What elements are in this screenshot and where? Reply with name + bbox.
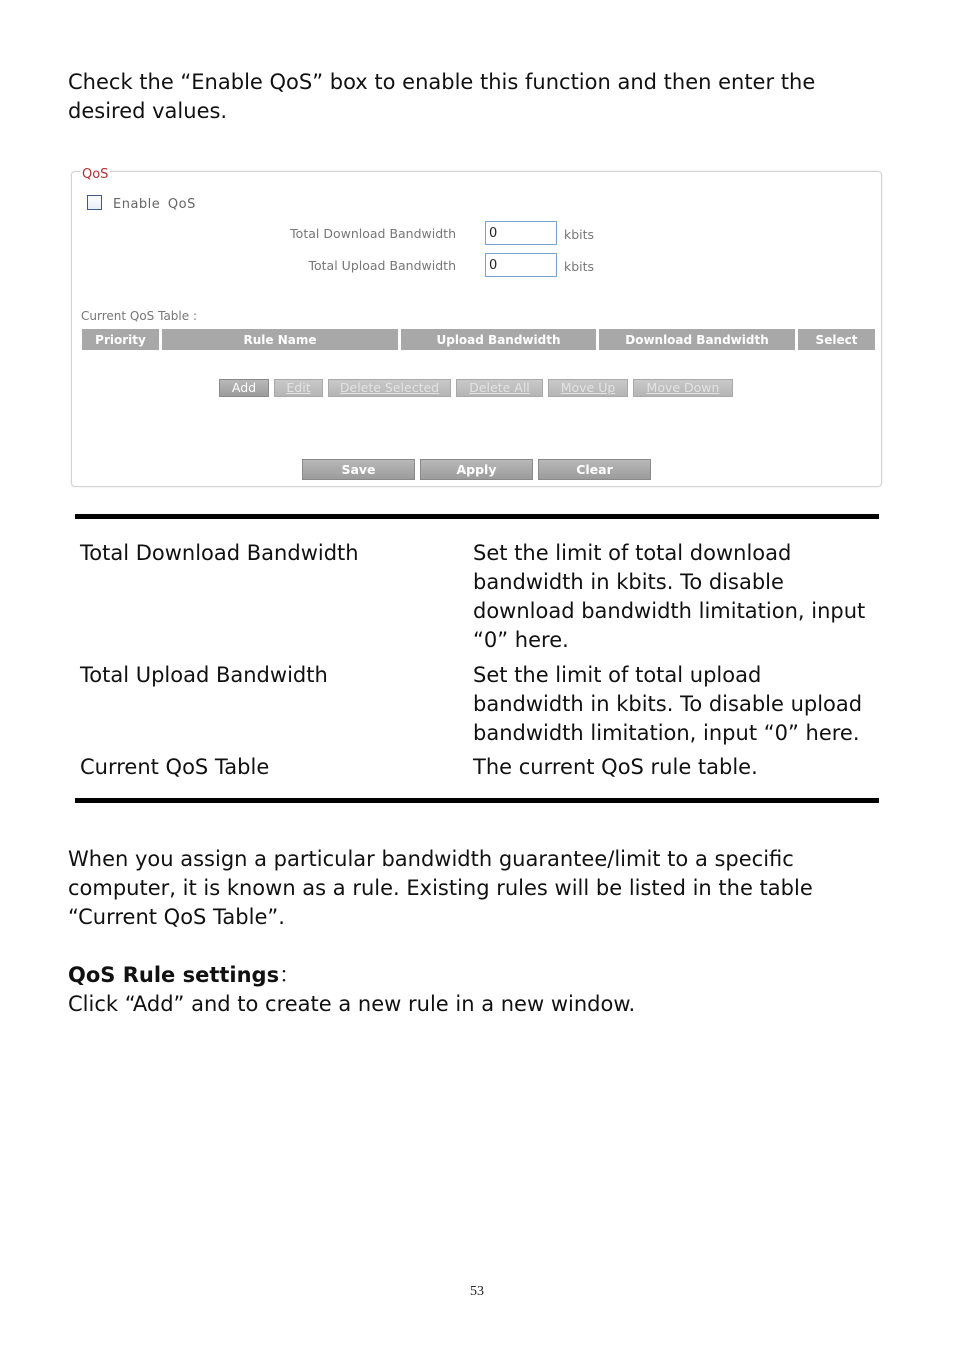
desc-definition: Set the limit of total download bandwidth in kbits. To disable download bandwidth limitation, input “0” here. [473, 541, 866, 652]
desc-term: Total Download Bandwidth [80, 541, 359, 565]
clear-button[interactable]: Clear [538, 459, 651, 480]
intro-paragraph: Check the “Enable QoS” box to enable this function and then enter the desired values. [68, 70, 816, 123]
table-top-rule [75, 514, 879, 519]
move-up-button[interactable]: Move Up [548, 379, 628, 397]
desc-definition: Set the limit of total upload bandwidth in kbits. To disable upload bandwidth limitation, input “0” here. [473, 663, 863, 745]
qos-rule-table [79, 329, 878, 350]
upload-bandwidth-label: Total Upload Bandwidth [308, 258, 456, 273]
table-bottom-rule [75, 798, 879, 803]
col-upload-bandwidth[interactable]: Upload Bandwidth [401, 329, 596, 350]
desc-definition: The current QoS rule table. [473, 755, 758, 779]
edit-button[interactable]: Edit [274, 379, 323, 397]
rule-instruction: Click “Add” and to create a new rule in a new window. [68, 992, 636, 1016]
delete-all-button[interactable]: Delete All [456, 379, 543, 397]
col-select[interactable]: Select [798, 329, 875, 350]
download-bandwidth-input[interactable] [485, 221, 557, 245]
download-unit: kbits [564, 227, 595, 242]
download-bandwidth-label: Total Download Bandwidth [290, 226, 456, 241]
enable-qos-checkbox[interactable] [87, 195, 102, 210]
rule-heading: QoS Rule settings [68, 963, 280, 987]
rule-paragraph: When you assign a particular bandwidth guarantee/limit to a specific computer, it is known as a rule. Existing rules will be listed in the table “Current QoS Table”. [68, 847, 813, 929]
upload-bandwidth-input[interactable] [485, 253, 557, 277]
move-down-button[interactable]: Move Down [633, 379, 733, 397]
col-rule-name[interactable]: Rule Name [162, 329, 398, 350]
upload-unit: kbits [564, 259, 595, 274]
qos-table-caption: Current QoS Table : [81, 309, 197, 323]
desc-term: Current QoS Table [80, 755, 270, 779]
rule-heading-colon: ： [279, 963, 301, 987]
apply-button[interactable]: Apply [420, 459, 533, 480]
save-button[interactable]: Save [302, 459, 415, 480]
qos-legend: QoS [82, 167, 109, 182]
qos-panel [71, 167, 882, 487]
col-priority[interactable]: Priority [82, 329, 159, 350]
col-download-bandwidth[interactable]: Download Bandwidth [599, 329, 795, 350]
desc-term: Total Upload Bandwidth [80, 663, 328, 687]
add-button[interactable]: Add [219, 379, 269, 397]
rule-heading-line [68, 961, 888, 990]
page-number: 53 [470, 1284, 484, 1299]
delete-selected-button[interactable]: Delete Selected [328, 379, 451, 397]
enable-qos-label: Enable QoS [113, 197, 196, 212]
